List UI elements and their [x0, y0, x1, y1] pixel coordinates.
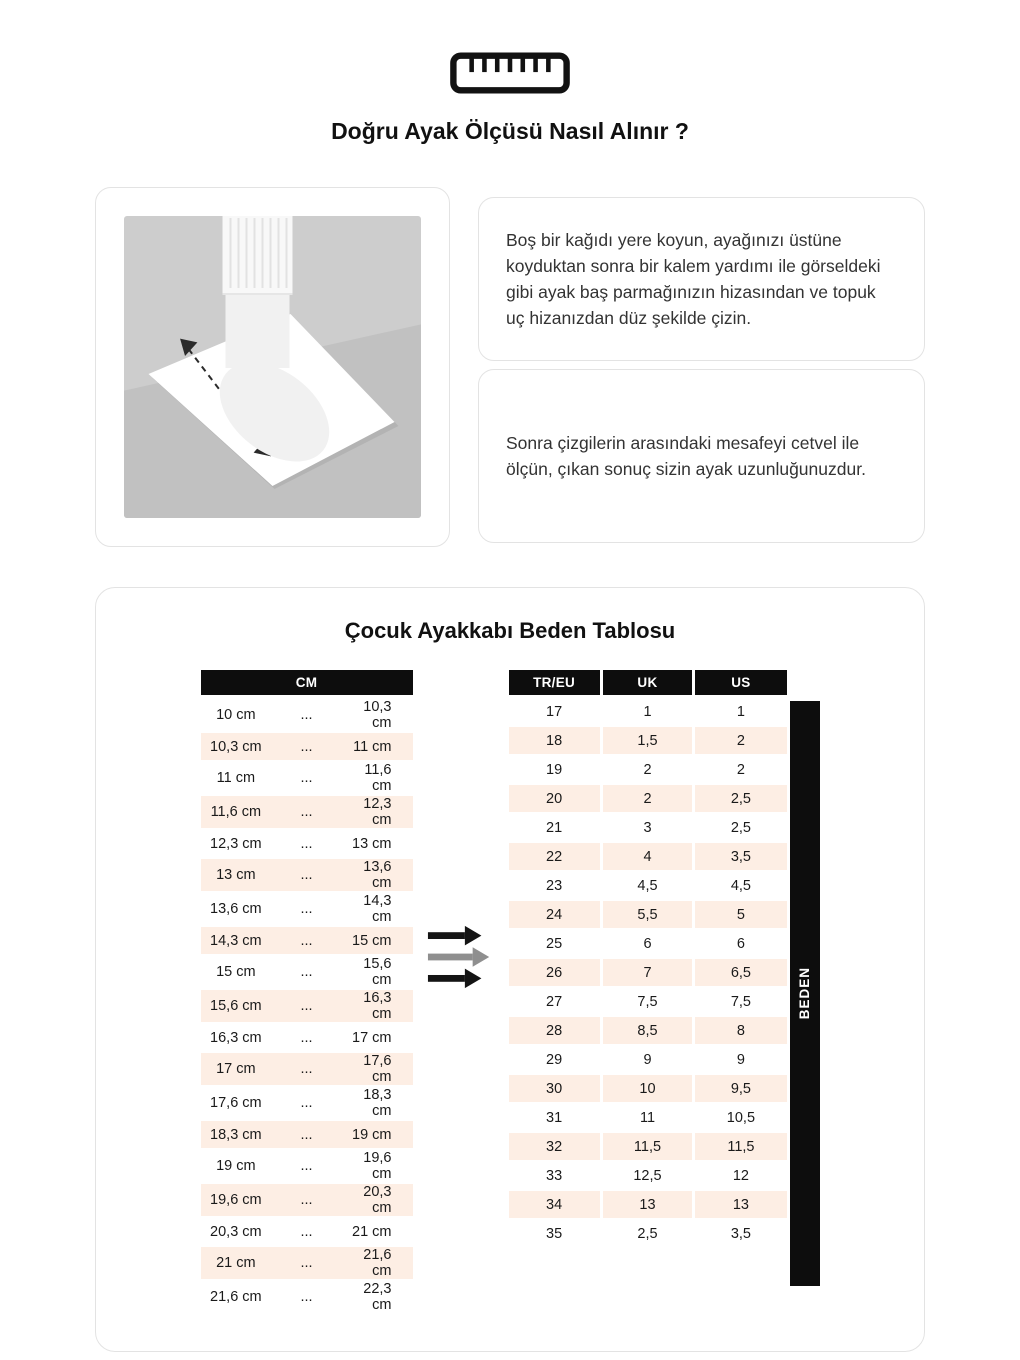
- size-table-row: 31 11 10,5: [509, 1103, 787, 1132]
- beden-label-bar: [790, 701, 820, 1286]
- size-table-row: 27 7,5 7,5: [509, 987, 787, 1016]
- cm-table-row: 11 cm ... 11,6 cm: [201, 761, 413, 795]
- cm-table-row: 15 cm ... 15,6 cm: [201, 955, 413, 989]
- cm-table-row: 14,3 cm ... 15 cm: [201, 926, 413, 955]
- col-header-tr-eu: TR/EU: [509, 670, 602, 697]
- cm-table-row: 19,6 cm ... 20,3 cm: [201, 1183, 413, 1217]
- cm-table-row: 20,3 cm ... 21 cm: [201, 1217, 413, 1246]
- beden-label: BEDEN: [797, 967, 812, 1020]
- foot-measurement-illustration: [124, 216, 421, 518]
- cm-table-row: 12,3 cm ... 13 cm: [201, 829, 413, 858]
- size-table-row: 33 12,5 12: [509, 1161, 787, 1190]
- size-table-row: 20 2 2,5: [509, 784, 787, 813]
- size-conversion-table: [509, 670, 787, 1249]
- size-table-card: [95, 587, 925, 1352]
- cm-table-row: 15,6 cm ... 16,3 cm: [201, 989, 413, 1023]
- conversion-arrows-icon: [413, 922, 509, 992]
- size-table-row: 24 5,5 5: [509, 900, 787, 929]
- cm-table-row: 17,6 cm ... 18,3 cm: [201, 1086, 413, 1120]
- cm-table-row: 13,6 cm ... 14,3 cm: [201, 892, 413, 926]
- cm-table-header: CM: [201, 670, 413, 697]
- size-table-row: 21 3 2,5: [509, 813, 787, 842]
- cm-table: [201, 670, 413, 1315]
- cm-table-row: 17 cm ... 17,6 cm: [201, 1052, 413, 1086]
- cm-table-row: 11,6 cm ... 12,3 cm: [201, 795, 413, 829]
- page-title: Doğru Ayak Ölçüsü Nasıl Alınır ?: [331, 118, 689, 144]
- cm-table-row: 10,3 cm ... 11 cm: [201, 732, 413, 761]
- instruction-step-1-text: Boş bir kağıdı yere koyun, ayağınızı üstüne koyduktan sonra bir kalem yardımı ile görseldeki gibi ayak baş parmağınızın hizasından ve topuk uç hizanızdan düz şekilde çizin.: [506, 229, 881, 329]
- cm-table-row: 21 cm ... 21,6 cm: [201, 1246, 413, 1280]
- size-table-row: 23 4,5 4,5: [509, 871, 787, 900]
- ruler-icon: [95, 52, 925, 94]
- size-table-body: [509, 697, 787, 1248]
- col-header-us: US: [694, 670, 787, 697]
- cm-table-row: 18,3 cm ... 19 cm: [201, 1120, 413, 1149]
- instruction-step-2-text: Sonra çizgilerin arasındaki mesafeyi cetvel ile ölçün, çıkan sonuç sizin ayak uzunluğunuzdur.: [506, 432, 866, 479]
- size-table-row: 34 13 13: [509, 1190, 787, 1219]
- cm-table-body: [201, 697, 413, 1314]
- cm-table-row: 21,6 cm ... 22,3 cm: [201, 1280, 413, 1314]
- size-table-row: 19 2 2: [509, 755, 787, 784]
- size-table-row: 25 6 6: [509, 929, 787, 958]
- size-table-row: 35 2,5 3,5: [509, 1219, 787, 1248]
- cm-table-row: 19 cm ... 19,6 cm: [201, 1149, 413, 1183]
- size-table-row: 32 11,5 11,5: [509, 1132, 787, 1161]
- instructions-section: [95, 187, 925, 547]
- measurement-image-card: [95, 187, 450, 547]
- cm-table-row: 10 cm ... 10,3 cm: [201, 697, 413, 732]
- col-header-uk: UK: [601, 670, 694, 697]
- size-table-title: Çocuk Ayakkabı Beden Tablosu: [344, 618, 676, 643]
- size-table-row: 28 8,5 8: [509, 1016, 787, 1045]
- size-table-row: 26 7 6,5: [509, 958, 787, 987]
- size-table-row: 17 1 1: [509, 697, 787, 726]
- cm-table-row: 16,3 cm ... 17 cm: [201, 1023, 413, 1052]
- size-tables-wrapper: [96, 670, 924, 1315]
- size-table-row: 29 9 9: [509, 1045, 787, 1074]
- instruction-step-1-card: [478, 197, 925, 361]
- size-table-row: 22 4 3,5: [509, 842, 787, 871]
- size-table-row: 18 1,5 2: [509, 726, 787, 755]
- cm-table-row: 13 cm ... 13,6 cm: [201, 858, 413, 892]
- instruction-text-column: [478, 187, 925, 547]
- size-table-row: 30 10 9,5: [509, 1074, 787, 1103]
- instruction-step-2-card: [478, 369, 925, 543]
